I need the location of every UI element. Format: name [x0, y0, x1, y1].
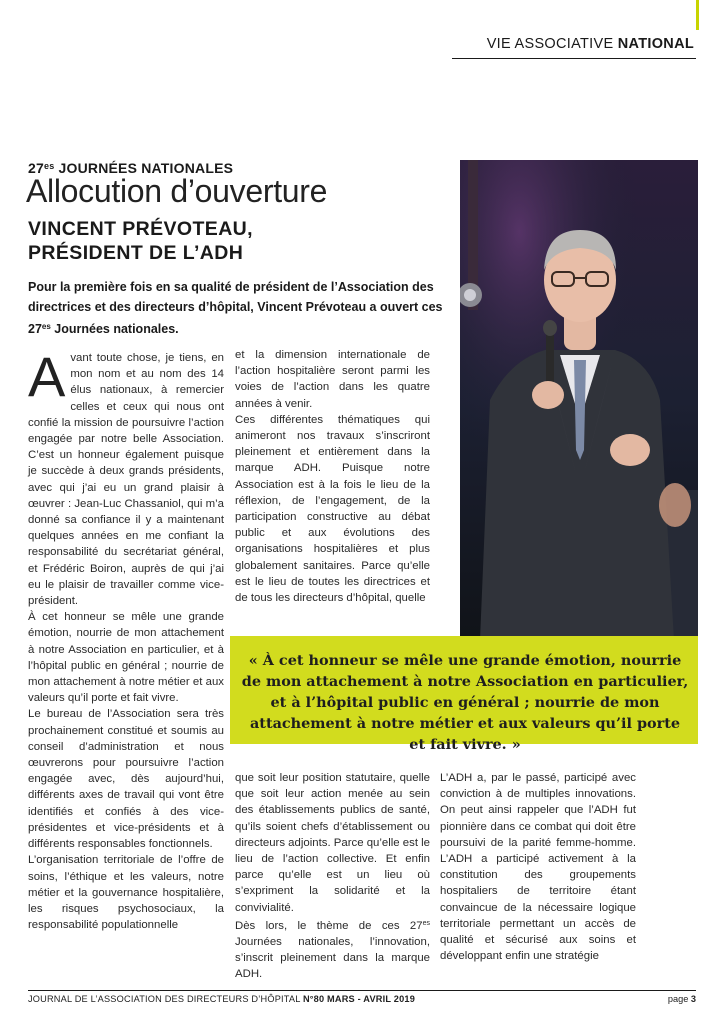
accent-bar — [696, 0, 699, 30]
drop-cap: A — [28, 345, 66, 408]
text-column-3: que soit leur position statutaire, quelle que soit leur action menée au sein des établissements publics de santé, qu’ils soient chefs d’établissement ou directeurs adjoints. Parce qu’elle est le lieu de l’action collective. Et enfin parce qu’elle est un lieu où s’expriment la solidarité et la convivialité. Dès lors, le thème de ces $27^{es}$ Journées nationales, l’innovation, s’inscrit pleinement dans la marque ADH. — [235, 772, 431, 981]
header-rule — [452, 58, 696, 59]
speaker-illustration — [460, 160, 698, 640]
article-lead: Pour la première fois en sa qualité de président de l’Association des directrices et des directeurs d’hôpital, Vincent Prévoteau a ouvert ces $27^{es}$ Journées nationales. — [28, 280, 443, 336]
article-title: Allocution d’ouverture — [26, 173, 328, 209]
footer-rule — [28, 990, 696, 991]
speaker-photo — [460, 160, 698, 640]
article-subtitle: VINCENT PRÉVOTEAU, PRÉSIDENT DE L’ADH — [28, 218, 253, 264]
text-column-2: et la dimension internationale de l’action hospitalière seront parmi les voies de l’action dans les quatre années à venir. Ces différentes thématiques qui animeront nos travaux s’inscriront pleinement et entièrement dans la marque ADH. Puisque notre Association est à la fois le lieu de la réflexion, de l’engagement, de la participation constructive au débat public et aux évolutions des organisations hospitalières et plus globalement sanitaires. Parce qu’elle est le lieu de toutes les directrices et de tous les directeurs d’hôpital, quelle — [235, 349, 430, 605]
page-number: page 3 — [667, 994, 696, 1004]
section-label: VIE ASSOCIATIVE NATIONAL — [486, 36, 694, 52]
text-column-1: Avant toute chose, je tiens, en mon nom et au nom des 14 élus nationaux, à remercier celles et ceux qui nous ont confié la mission de poursuivre l’action engagée par notre belle Association. C’est un honneur également puisque je succède à deux grands présidents, avec qui j’ai eu un grand plaisir à œuvrer : Jean-Luc Chassaniol, qui m’a donné sa confiance il y a maintenant quelques années en me confiant la responsabilité du secrétariat général, et Frédéric Boiron, auprès de qui j’ai eu le plaisir de travailler comme vice-président. À cet honneur se mêle une grande émotion, nourrie de mon attachement à notre Association en particulier, et à l’hôpital public en général ; nourrie de mon attachement à notre métier et aux valeurs qu’il porte et fait vivre. Le bureau de l’Association sera très prochainement constitué et soumis au conseil d’administration et nous œuvrerons pour poursuivre l’action engagée avec, dès aujourd’hui, différents axes de travail qui vont être identifiés et confiés à des vice-présidentes et vice-présidents et à différents responsables fonctionnels. L’organisation territoriale de l’offre de soins, l’éthique et les valeurs, notre métier et la gouvernance hospitalière, les risques psychosociaux, la responsabilité populationnelle — [28, 345, 224, 932]
footer-journal: JOURNAL DE L’ASSOCIATION DES DIRECTEURS D’HÔPITAL N°80 MARS - AVRIL 2019 — [28, 994, 416, 1004]
text-column-4: L’ADH a, par le passé, participé avec conviction à de multiples innovations. On peut ainsi rappeler que l’ADH fut pionnière dans ce combat qui doit être poursuivi de la parité femme-homme. L’ADH a participé activement à la constitution des groupements hospitaliers de territoire étant convaincue de la nécessaire logique territoriale permettant un accès de qualité et sécurisé aux soins et développant enfin une stratégie — [440, 772, 636, 963]
pull-quote: « À cet honneur se mêle une grande émotion, nourrie de mon attachement à notre Association en particulier, et à l’hôpital public en général ; nourrie de mon attachement à notre métier et aux valeurs qu’il porte et fait vivre. » — [241, 652, 689, 753]
article-kicker: $27^{es}$ JOURNÉES NATIONALES — [28, 160, 234, 176]
